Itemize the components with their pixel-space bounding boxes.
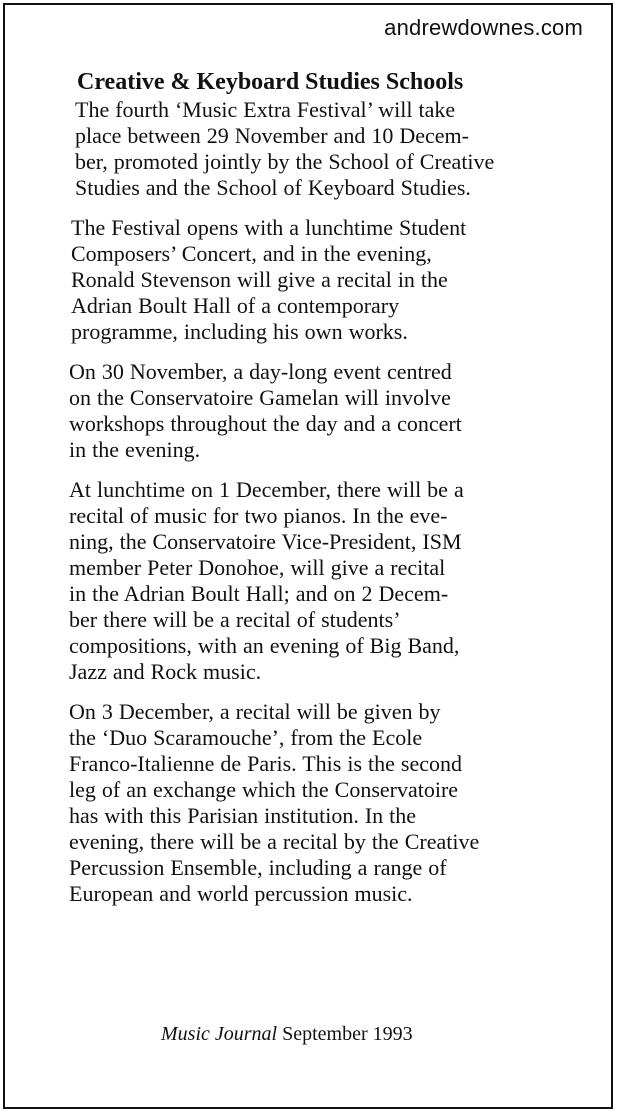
paragraph-line: Studies and the School of Keyboard Studies. (75, 175, 471, 200)
article-headline: Creative & Keyboard Studies Schools (77, 69, 464, 95)
clipping-frame (3, 3, 613, 1109)
paragraph-line: On 3 December, a recital will be given by (69, 699, 441, 724)
paragraph-line: Percussion Ensemble, including a range of (69, 855, 447, 880)
journal-name: Music Journal (161, 1023, 278, 1045)
paragraph-line: member Peter Donohoe, will give a recital (69, 555, 446, 580)
paragraph-line: ber, promoted jointly by the School of Creative (75, 149, 495, 174)
paragraph-4 (69, 477, 559, 685)
paragraph-line: the ‘Duo Scaramouche’, from the Ecole (69, 725, 423, 750)
paragraph-line: leg of an exchange which the Conservatoire (69, 777, 459, 802)
paragraph-line: ber there will be a recital of students’ (69, 607, 401, 632)
paragraph-line: Franco-Italienne de Paris. This is the second (69, 751, 462, 776)
paragraph-1 (75, 97, 559, 201)
paragraph-line: Jazz and Rock music. (69, 659, 262, 684)
source-credit (161, 1023, 413, 1046)
paragraph-line: The Festival opens with a lunchtime Student (71, 215, 467, 240)
paragraph-line: European and world percussion music. (69, 881, 413, 906)
site-url: andrewdownes.com (384, 15, 583, 40)
paragraph-line: ning, the Conservatoire Vice-President, ISM (69, 529, 462, 554)
paragraph-line: workshops throughout the day and a concert (69, 411, 462, 436)
paragraph-line: compositions, with an evening of Big Band, (69, 633, 460, 658)
paragraph-line: On 30 November, a day-long event centred (69, 359, 452, 384)
paragraph-line: Composers’ Concert, and in the evening, (71, 241, 432, 266)
paragraph-line: The fourth ‘Music Extra Festival’ will take (75, 97, 456, 122)
paragraph-line: programme, including his own works. (71, 319, 408, 344)
paragraph-line: Adrian Boult Hall of a contemporary (71, 293, 400, 318)
paragraph-line: evening, there will be a recital by the Creative (69, 829, 480, 854)
paragraph-line: recital of music for two pianos. In the eve- (69, 503, 448, 528)
paragraph-line: in the evening. (69, 437, 201, 462)
article (69, 67, 559, 921)
paragraph-line: on the Conservatoire Gamelan will involve (69, 385, 451, 410)
paragraph-3 (69, 359, 559, 463)
paragraph-line: in the Adrian Boult Hall; and on 2 Decem- (69, 581, 449, 606)
publication-date: September 1993 (282, 1023, 413, 1045)
paragraph-line: Ronald Stevenson will give a recital in the (71, 267, 448, 292)
paragraph-2 (71, 215, 559, 345)
paragraph-5 (69, 699, 559, 907)
paragraph-line: place between 29 November and 10 Decem- (75, 123, 469, 148)
paragraph-line: At lunchtime on 1 December, there will be a (69, 477, 464, 502)
paragraph-line: has with this Parisian institution. In the (69, 803, 417, 828)
